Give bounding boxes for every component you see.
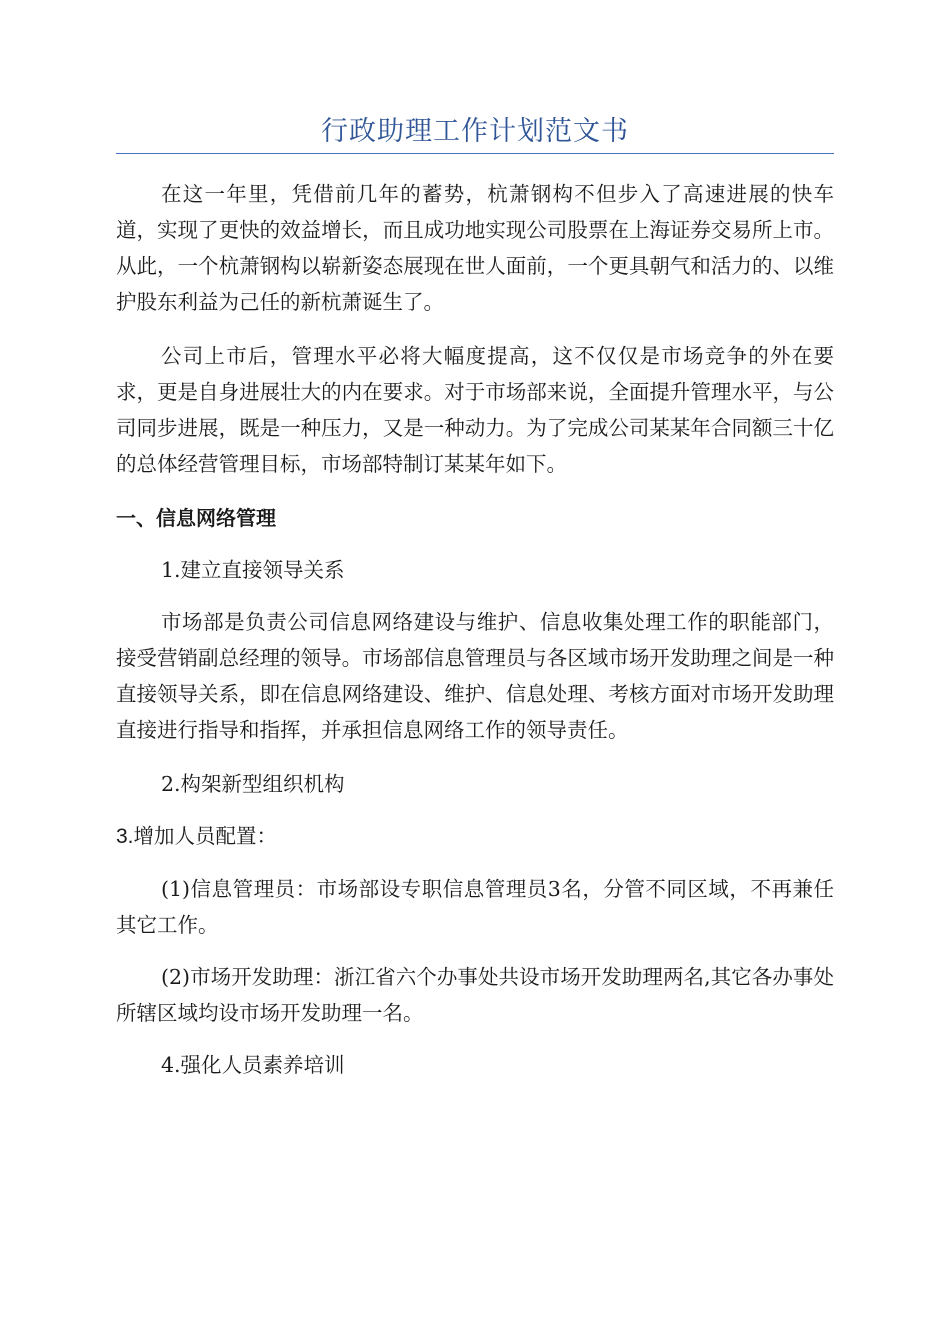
paragraph-goal: 公司上市后，管理水平必将大幅度提高，这不仅仅是市场竞争的外在要求，更是自身进展壮大的内在要求。对于市场部来说，全面提升管理水平，与公司同步进展，既是一种压力，又是一种动力。为了完成公司某某年合同额三十亿的总体经营管理目标，市场部特制订某某年如下。 [116, 344, 834, 476]
item-2-heading: 2.构架新型组织机构 [161, 772, 345, 796]
item-3-label: 增加人员配置： [133, 824, 278, 848]
title-underline [116, 153, 834, 154]
paragraph-intro: 在这一年里，凭借前几年的蓄势，杭萧钢构不但步入了高速进展的快车道，实现了更快的效益增长，而且成功地实现公司股票在上海证券交易所上市。从此，一个杭萧钢构以崭新姿态展现在世人面前，一个更具朝气和活力的、以维护股东利益为己任的新杭萧诞生了。 [116, 182, 834, 314]
document-title: 行政助理工作计划范文书 [321, 116, 629, 147]
section-heading-info-network: 一、信息网络管理 [116, 506, 276, 530]
item-1-heading: 1.建立直接领导关系 [161, 558, 345, 582]
item-1-text: 市场部是负责公司信息网络建设与维护、信息收集处理工作的职能部门，接受营销副总经理的领导。市场部信息管理员与各区域市场开发助理之间是一种直接领导关系，即在信息网络建设、维护、信息处理、考核方面对市场开发助理直接进行指导和指挥，并承担信息网络工作的领导责任。 [116, 610, 834, 742]
document-body [116, 176, 834, 1083]
sub-item-1: (1)信息管理员：市场部设专职信息管理员3名，分管不同区域，不再兼任其它工作。 [116, 877, 834, 937]
sub-item-2: (2)市场开发助理：浙江省六个办事处共设市场开发助理两名,其它各办事处所辖区域均设市场开发助理一名。 [116, 965, 834, 1025]
item-4-heading: 4.强化人员素养培训 [161, 1053, 345, 1077]
item-3-number: 3. [116, 825, 134, 848]
item-3-heading [116, 818, 834, 855]
